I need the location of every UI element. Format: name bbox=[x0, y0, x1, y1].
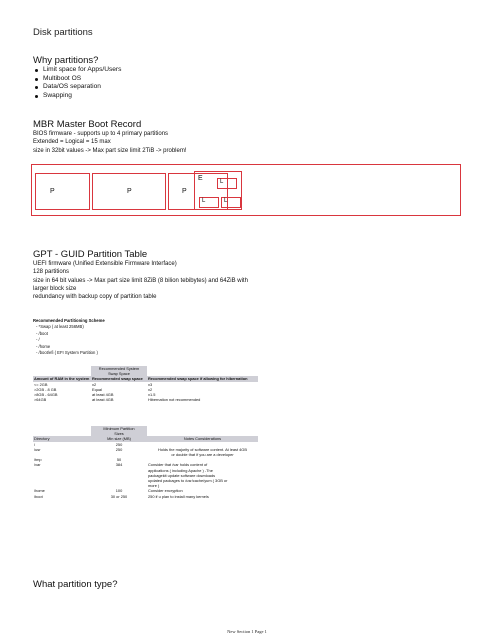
mbr-line: Extended = Logical = 15 max bbox=[33, 139, 111, 146]
mbr-text bbox=[33, 130, 453, 155]
table-cell: 100 bbox=[115, 488, 123, 494]
mbr-line: size in 32bit values -> Max part size limit 2TiB -> problem! bbox=[33, 147, 187, 154]
table-cell: Hibernation not recommended bbox=[148, 397, 201, 403]
table-cell: / bbox=[34, 441, 36, 447]
gpt-heading: GPT - GUID Partition Table bbox=[33, 249, 148, 260]
table-cell: >8GB - 64GB bbox=[34, 392, 58, 398]
page-footer: New Section 1 Page 1 bbox=[227, 629, 267, 634]
swap-table-title bbox=[91, 366, 147, 376]
why-list bbox=[33, 66, 233, 100]
table-cell: at least 4GB bbox=[92, 397, 114, 403]
table-cell: x1.5 bbox=[148, 392, 156, 398]
gpt-text bbox=[33, 260, 463, 301]
page-title: Disk partitions bbox=[33, 27, 93, 38]
table-row bbox=[33, 397, 258, 402]
list-item: - *Swap ( at least 256MB) bbox=[36, 324, 84, 330]
table-cell: /tmp bbox=[34, 457, 42, 463]
column-header: Recommended swap space bbox=[92, 376, 143, 382]
table-cell: 250 bbox=[115, 446, 123, 452]
list-item: Multiboot OS bbox=[33, 75, 233, 84]
why-heading: Why partitions? bbox=[33, 55, 99, 66]
swap-table-title-line: Swap Space bbox=[108, 371, 130, 377]
partition-label: L bbox=[224, 198, 228, 204]
table-cell: 384 bbox=[115, 462, 123, 468]
table-cell: Holds the majority of software content. At least 4GB or double that if you are a developer bbox=[158, 446, 247, 458]
mbr-line: BIOS firmware - supports up to 4 primary partitions bbox=[33, 131, 169, 137]
gpt-line: 128 partitions bbox=[33, 269, 70, 276]
primary-partition-1 bbox=[35, 173, 90, 210]
gpt-line: UEFI firmware (Unified Extensible Firmware Interface) bbox=[33, 261, 177, 267]
table-cell: >64GB bbox=[34, 397, 47, 403]
table-cell: /home bbox=[34, 488, 45, 494]
list-item: - /boot/efi ( EFI System Partition ) bbox=[36, 350, 98, 356]
table-cell: 30 or 250 bbox=[110, 493, 128, 499]
table-cell: /boot bbox=[34, 493, 43, 499]
table-cell: at least 4GB bbox=[92, 392, 114, 398]
list-item: - /home bbox=[36, 343, 51, 349]
mbr-heading: MBR Master Boot Record bbox=[33, 119, 142, 130]
list-item: Data/OS separation bbox=[33, 83, 233, 92]
table-cell: x3 bbox=[148, 381, 153, 387]
list-item: - /boot bbox=[36, 330, 48, 336]
table-row bbox=[33, 447, 258, 457]
primary-partition-2 bbox=[92, 173, 166, 210]
partition-label: P bbox=[50, 188, 55, 195]
logical-partition-3 bbox=[221, 197, 241, 208]
table-cell: >2GB - 8 GB bbox=[34, 386, 57, 392]
table-cell: Consider that /var holds content of applications ( including Apache ) -The packagekit update software downloads updated packages to /usr/cache/yum ( 3GB or more ) bbox=[148, 462, 228, 489]
mbr-diagram bbox=[31, 164, 461, 216]
extended-partition bbox=[194, 171, 242, 210]
table-cell: 250 if u plan to install many kernels bbox=[148, 493, 209, 499]
column-header: Min size (MB) bbox=[107, 436, 131, 442]
table-row bbox=[33, 462, 258, 488]
table-cell: 250 bbox=[115, 441, 123, 447]
table-cell: x2 bbox=[92, 381, 97, 387]
column-header: Notes Considerations bbox=[183, 436, 222, 442]
column-header: Recommended swap space if allowing for hibernation bbox=[148, 376, 248, 382]
list-item: Limit space for Apps/Users bbox=[33, 66, 233, 75]
partition-table-title-line: Minimum Partition bbox=[103, 426, 135, 431]
swap-table bbox=[33, 366, 258, 402]
partition-table-title-line: Sizes bbox=[114, 431, 124, 437]
partition-label: L bbox=[220, 179, 224, 185]
column-header: Directory bbox=[34, 436, 50, 442]
gpt-line: redundancy with backup copy of partition table bbox=[33, 294, 157, 301]
partition-table-title bbox=[91, 426, 147, 436]
partition-size-table bbox=[33, 426, 258, 499]
table-cell: x2 bbox=[148, 386, 153, 392]
table-cell: /var bbox=[34, 462, 41, 468]
list-item: - / bbox=[36, 337, 40, 343]
logical-partition-2 bbox=[199, 197, 219, 208]
swap-table-title-line: Recommended System bbox=[98, 366, 140, 371]
partition-label: P bbox=[182, 188, 187, 195]
table-row bbox=[33, 494, 258, 499]
logical-partition-1 bbox=[217, 178, 237, 189]
gpt-line: size in 64 bit values -> Max part size limit 8ZiB (8 bilion tebibytes) and 64ZiB with bbox=[33, 277, 248, 284]
table-cell: 50 bbox=[116, 457, 122, 463]
table-cell: <= 2GB bbox=[34, 381, 48, 387]
partition-label: P bbox=[127, 188, 132, 195]
partition-type-heading: What partition type? bbox=[33, 579, 118, 590]
column-header: Amount of RAM in the system bbox=[34, 376, 90, 382]
gpt-line: larger block size bbox=[33, 285, 77, 292]
table-cell: /usr bbox=[34, 446, 41, 452]
partition-label: L bbox=[202, 198, 206, 204]
scheme-heading: Recommended Partitioning Scheme bbox=[33, 318, 105, 323]
list-item: Swapping bbox=[33, 92, 233, 101]
table-cell: Equal bbox=[92, 386, 102, 392]
partition-scheme bbox=[33, 318, 193, 356]
partition-label: E bbox=[198, 175, 203, 182]
table-cell: Consider encryption bbox=[148, 488, 183, 494]
